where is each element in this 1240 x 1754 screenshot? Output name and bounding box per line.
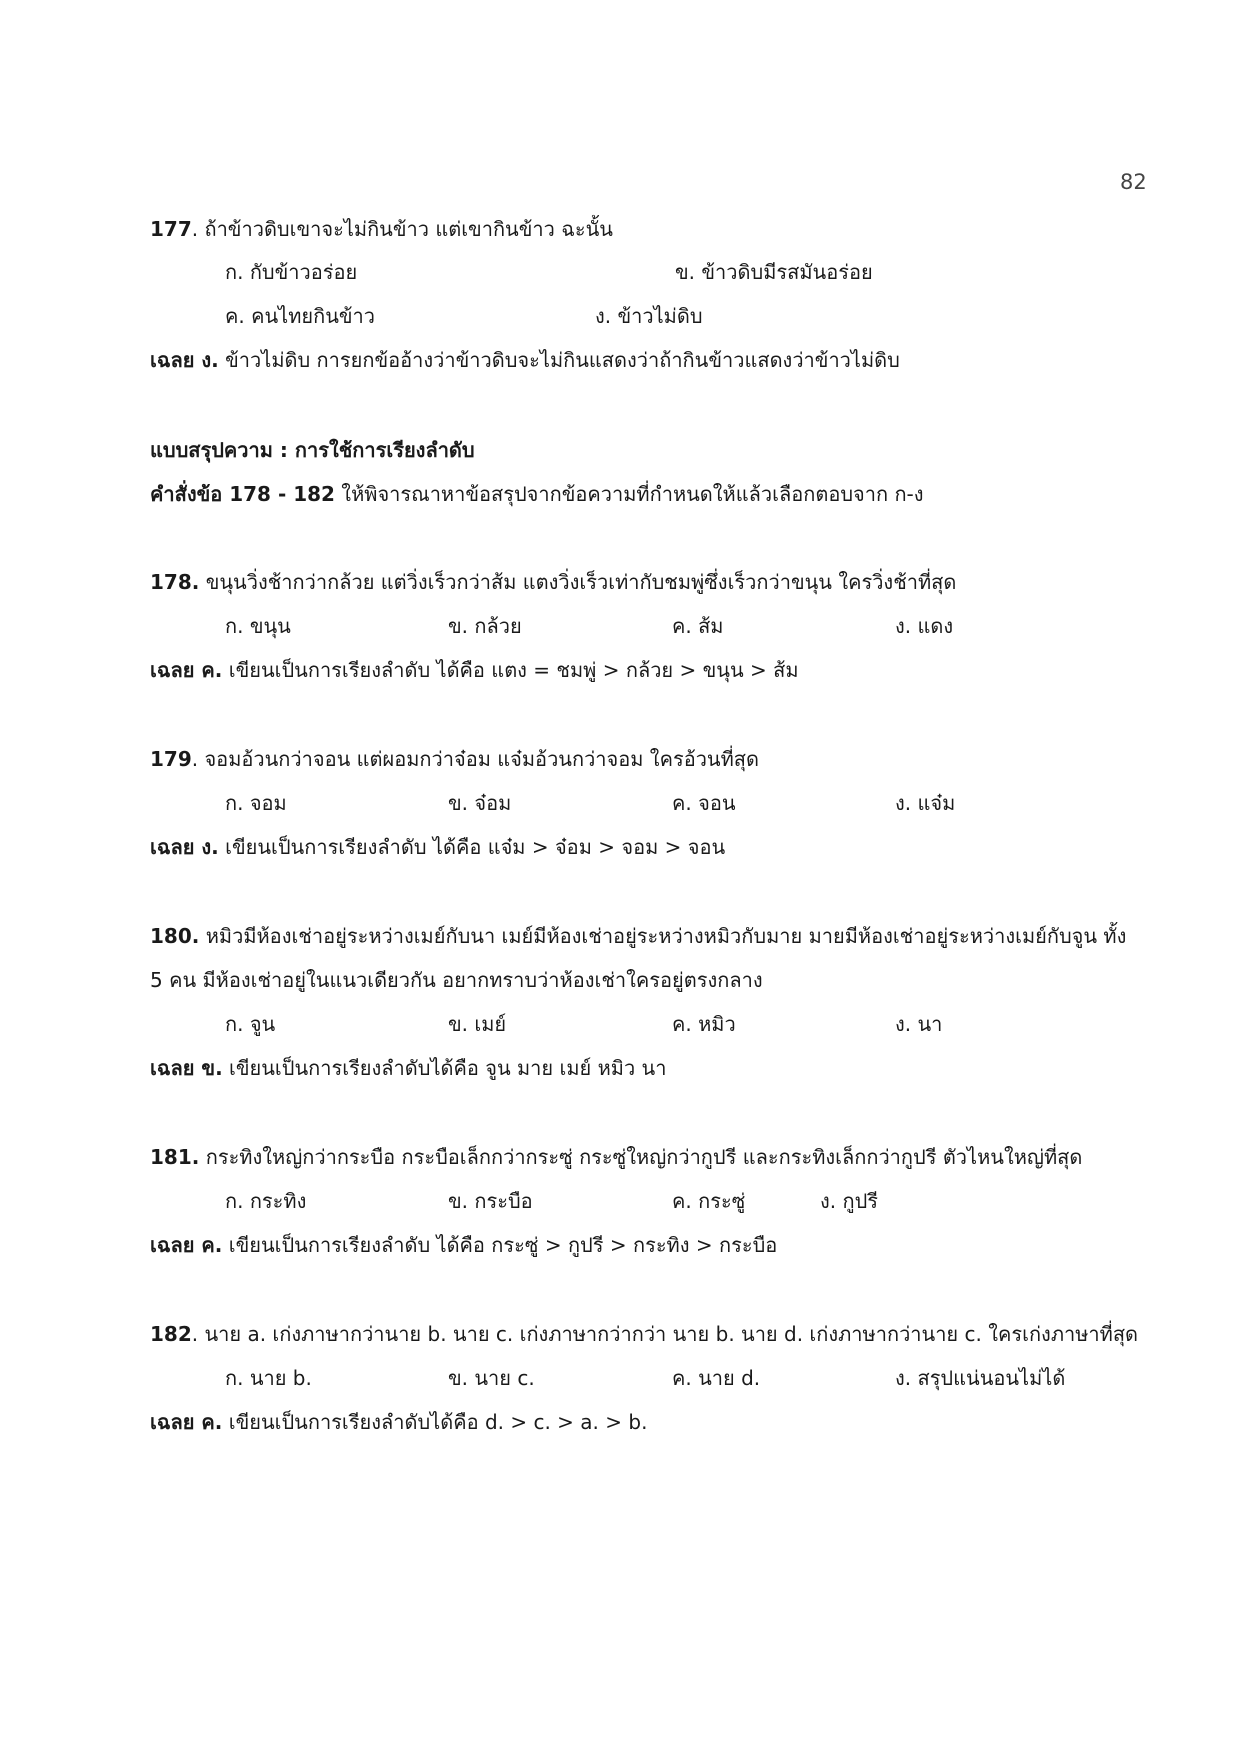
question-text: ขนุนวิ่งช้ากว่ากล้วย แต่วิ่งเร็วกว่าส้ม แตงวิ่งเร็วเท่ากับชมพู่ซึ่งเร็วกว่าขนุน ใครวิ่งช้าที่สุด — [199, 570, 957, 594]
answer-label: เฉลย ค. — [150, 1233, 223, 1257]
option-a: ก. จูน — [225, 1012, 276, 1036]
answer-text: ข้าวไม่ดิบ การยกข้ออ้างว่าข้าวดิบจะไม่กินแสดงว่าถ้ากินข้าวแสดงว่าข้าวไม่ดิบ — [218, 348, 900, 372]
answer-label: เฉลย ค. — [150, 1410, 223, 1434]
question-178 — [150, 568, 956, 596]
answer-text: เขียนเป็นการเรียงลำดับได้คือ จูน มาย เมย์ หมิว นา — [222, 1056, 667, 1080]
answer-182 — [150, 1408, 647, 1436]
option-b: ข. ข้าวดิบมีรสมันอร่อย — [675, 260, 873, 284]
option-a: ก. จอม — [225, 791, 287, 815]
option-b: ข. กล้วย — [448, 614, 522, 638]
answer-180 — [150, 1054, 666, 1082]
option-b: ข. เมย์ — [448, 1012, 507, 1036]
question-text: กระทิงใหญ่กว่ากระบือ กระบือเล็กกว่ากระซู่ กระซู่ใหญ่กว่ากูปรี และกระทิงเล็กกว่ากูปรี ตัวไหนใหญ่ที่สุด — [199, 1145, 1083, 1169]
answer-179 — [150, 833, 725, 861]
option-c: ค. หมิว — [672, 1012, 736, 1036]
question-text: . นาย a. เก่งภาษากว่านาย b. นาย c. เก่งภาษากว่ากว่า นาย b. นาย d. เก่งภาษากว่านาย c. ใครเก่งภาษาที่สุด — [191, 1322, 1139, 1346]
option-d: ง. นา — [895, 1012, 943, 1036]
question-177 — [150, 215, 613, 243]
option-a: ก. กับข้าวอร่อย — [225, 260, 358, 284]
instruction-text: ให้พิจารณาหาข้อสรุปจากข้อความที่กำหนดให้แล้วเลือกตอบจาก ก-ง — [334, 482, 924, 506]
option-b: ข. จ๋อม — [448, 791, 512, 815]
option-c: ค. ส้ม — [672, 614, 724, 638]
page-number: 82 — [1120, 170, 1147, 194]
option-b: ข. นาย c. — [448, 1366, 535, 1390]
question-182 — [150, 1320, 1138, 1348]
question-number: 180. — [150, 924, 200, 948]
question-number: 181. — [150, 1145, 200, 1169]
option-d: ง. กูปรี — [820, 1189, 879, 1213]
question-number: 182 — [150, 1322, 192, 1346]
option-a: ก. กระทิง — [225, 1189, 307, 1213]
option-d: ง. แจ๋ม — [895, 791, 956, 815]
section-title: แบบสรุปความ : การใช้การเรียงลำดับ — [150, 438, 475, 462]
option-c: ค. นาย d. — [672, 1366, 761, 1390]
instruction-label: คำสั่งข้อ 178 - 182 — [150, 482, 335, 506]
question-text: . ถ้าข้าวดิบเขาจะไม่กินข้าว แต่เขากินข้าว ฉะนั้น — [191, 217, 613, 241]
answer-text: เขียนเป็นการเรียงลำดับ ได้คือ กระซู่ > กูปรี > กระทิง > กระบือ — [222, 1233, 778, 1257]
answer-label: เฉลย ค. — [150, 658, 223, 682]
question-180 — [150, 922, 1126, 950]
question-number: 178. — [150, 570, 200, 594]
option-d: ง. แดง — [895, 614, 954, 638]
question-number: 177 — [150, 217, 192, 241]
question-number: 179 — [150, 747, 192, 771]
section-instruction — [150, 480, 924, 508]
answer-text: เขียนเป็นการเรียงลำดับได้คือ d. > c. > a. > b. — [222, 1410, 648, 1434]
option-d: ง. ข้าวไม่ดิบ — [595, 304, 703, 328]
option-b: ข. กระบือ — [448, 1189, 533, 1213]
question-180-line2: 5 คน มีห้องเช่าอยู่ในแนวเดียวกัน อยากทราบว่าห้องเช่าใครอยู่ตรงกลาง — [150, 968, 763, 992]
answer-text: เขียนเป็นการเรียงลำดับ ได้คือ แตง = ชมพู่ > กล้วย > ขนุน > ส้ม — [222, 658, 799, 682]
answer-label: เฉลย ข. — [150, 1056, 223, 1080]
question-text: . จอมอ้วนกว่าจอน แต่ผอมกว่าจ๋อม แจ๋มอ้วนกว่าจอม ใครอ้วนที่สุด — [191, 747, 759, 771]
answer-label: เฉลย ง. — [150, 348, 219, 372]
option-c: ค. จอน — [672, 791, 736, 815]
option-c: ค. คนไทยกินข้าว — [225, 304, 376, 328]
question-181 — [150, 1143, 1082, 1171]
answer-text: เขียนเป็นการเรียงลำดับ ได้คือ แจ๋ม > จ๋อม > จอม > จอน — [218, 835, 726, 859]
option-d: ง. สรุปแน่นอนไม่ได้ — [895, 1366, 1066, 1390]
answer-178 — [150, 656, 799, 684]
option-a: ก. นาย b. — [225, 1366, 312, 1390]
answer-177 — [150, 346, 900, 374]
option-c: ค. กระซู่ — [672, 1189, 746, 1213]
question-179 — [150, 745, 759, 773]
answer-label: เฉลย ง. — [150, 835, 219, 859]
answer-181 — [150, 1231, 777, 1259]
option-a: ก. ขนุน — [225, 614, 291, 638]
question-text: หมิวมีห้องเช่าอยู่ระหว่างเมย์กับนา เมย์มีห้องเช่าอยู่ระหว่างหมิวกับมาย มายมีห้องเช่าอยู่ระหว่างเมย์กับจูน ทั้ง — [199, 924, 1127, 948]
